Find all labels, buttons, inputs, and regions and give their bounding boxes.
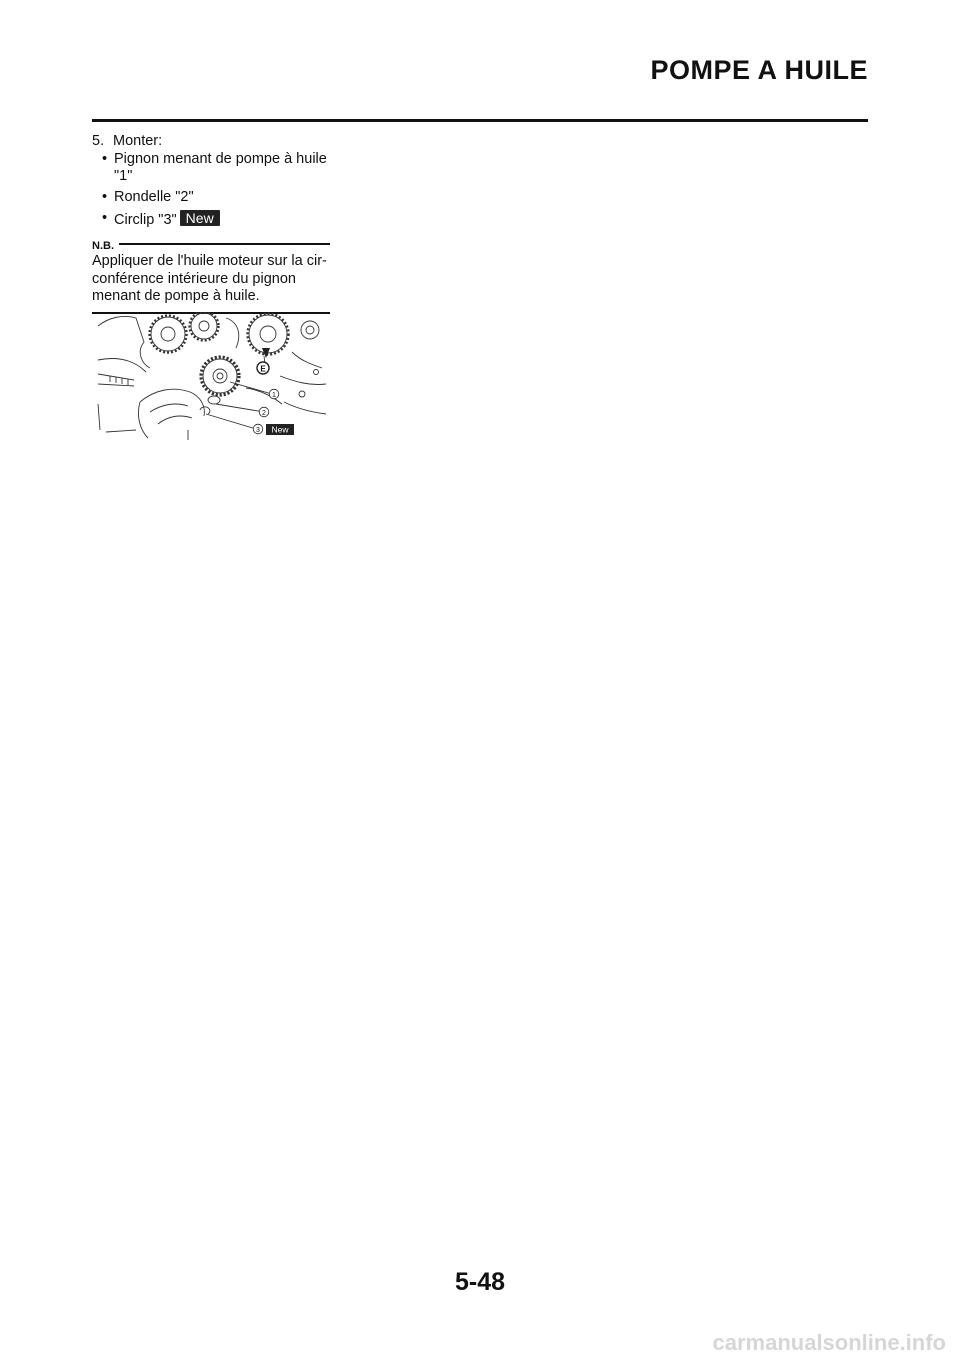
list-item: • Circlip "3" New — [100, 210, 330, 229]
list-item: • Pignon menant de pompe à huile "1" — [100, 151, 330, 185]
note-header — [92, 240, 330, 252]
step-5 — [92, 133, 330, 150]
oil-pump-gear-illustration — [96, 312, 328, 440]
new-badge: New — [180, 210, 220, 226]
note-rule — [119, 243, 330, 245]
step-heading: Monter: — [113, 133, 163, 149]
page-title: POMPE A HUILE — [650, 55, 868, 85]
step-number: 5. — [92, 133, 105, 149]
list-item: • Rondelle "2" — [100, 189, 330, 206]
callout-3: 3 — [256, 427, 260, 434]
content-column — [92, 133, 330, 314]
parts-list — [92, 151, 330, 229]
oil-mark-label: E — [260, 364, 266, 374]
callout-1: 1 — [272, 392, 276, 399]
watermark: carmanualsonline.info — [712, 1330, 946, 1355]
figure-new-badge: New — [271, 424, 289, 435]
note-text: Appliquer de l'huile moteur sur la cir- conférence intérieure du pignon menant de pompe à huile. — [92, 253, 327, 304]
header-rule — [92, 119, 868, 122]
page-number: 5-48 — [454, 1268, 506, 1296]
callout-2: 2 — [262, 410, 266, 417]
note-label: N.B. — [92, 240, 114, 252]
